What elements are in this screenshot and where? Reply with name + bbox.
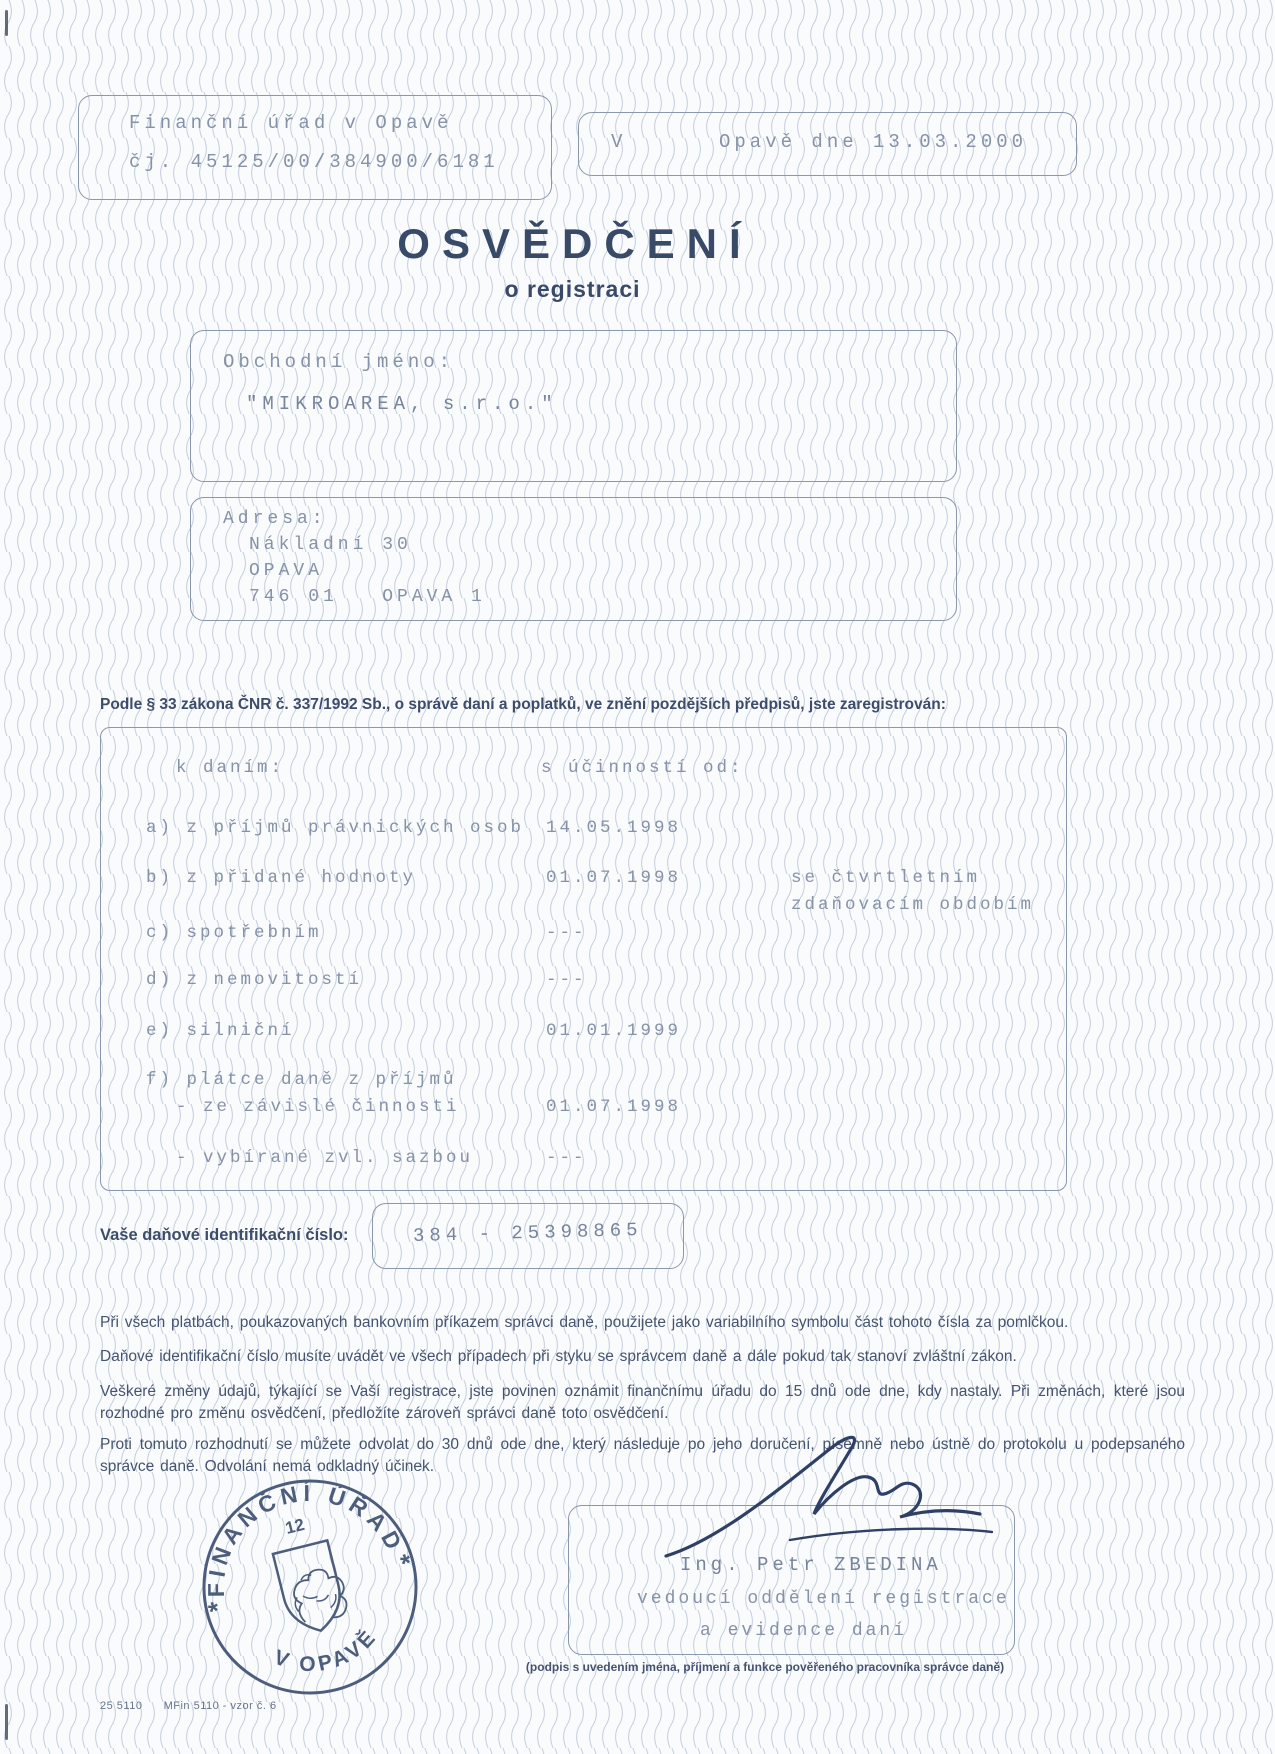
scan-artifact xyxy=(5,1704,8,1740)
tax-row-note: zdaňovacím obdobím xyxy=(791,895,1035,915)
place-date-value: Opavě dne 13.03.2000 xyxy=(719,131,1028,153)
tax-row-date: --- xyxy=(546,970,587,990)
paragraph-payments: Při všech platbách, poukazovaných bankovním příkazem správci daně, použijete jako variabilního symbolu část tohoto čísla za pomlčkou. xyxy=(100,1314,1069,1331)
form-number: 25 5110 xyxy=(100,1700,143,1712)
signatory-role-line2: a evidence daní xyxy=(700,1621,908,1641)
place-date-box xyxy=(578,112,1077,176)
stamp-text-top: FINANČNÍ ÚŘAD xyxy=(202,1479,410,1598)
tax-id-label: Vaše daňové identifikační číslo: xyxy=(100,1226,349,1244)
address-box xyxy=(190,497,957,621)
address-label: Adresa: xyxy=(223,509,327,529)
tax-row-date: 01.07.1998 xyxy=(546,1097,682,1117)
issuing-office-box xyxy=(78,95,552,200)
business-name-box xyxy=(190,330,957,482)
tax-row-label: - vybírané zvl. sazbou xyxy=(176,1148,474,1168)
tax-row-date: --- xyxy=(546,1148,587,1168)
form-footer xyxy=(100,1700,277,1712)
business-name-value: "MIKROAREA, s.r.o." xyxy=(246,393,558,415)
paragraph-usage: Daňové identifikační číslo musíte uvádět ve všech případech při styku se správcem daně a dále pokud tak stanoví zvláštní zákon. xyxy=(100,1348,1017,1365)
stamp-star-right: * xyxy=(397,1547,415,1579)
registration-box xyxy=(100,727,1067,1191)
tax-row-label: a) z příjmů právnických osob xyxy=(146,818,525,838)
signature-caption: (podpis s uvedením jména, příjmení a funkce pověřeného pracovníka správce daně) xyxy=(525,1660,1005,1674)
lion-emblem xyxy=(273,1539,353,1637)
signatory-role-line1: vedoucí oddělení registrace xyxy=(637,1589,1010,1609)
tax-row-label: c) spotřebním xyxy=(146,923,322,943)
paragraph-appeal: Proti tomuto rozhodnutí se můžete odvolat do 30 dnů ode dne, který následuje po jeho doručení, písemně nebo ústně do protokolu u podepsaného správce daně. Odvolání nemá odkladný účinek. xyxy=(100,1436,1185,1475)
tax-row-date: 01.01.1999 xyxy=(546,1021,682,1041)
address-city: OPAVA xyxy=(249,561,324,581)
tax-row-label: e) silniční xyxy=(146,1021,295,1041)
tax-id-box xyxy=(372,1203,684,1269)
stamp-star-left: * xyxy=(205,1595,223,1627)
paragraph-changes: Veškeré změny údajů, týkající se Vaší registrace, jste povinen oznámit finančnímu úřadu do 15 dnů ode dne, kdy nastaly. Při změnách, které jsou rozhodné pro změnu osvědčení, předložíte zároveň správci daně toto osvědčení. xyxy=(100,1383,1185,1422)
document-subtitle: o registraci xyxy=(504,276,641,302)
document-title: OSVĚDČENÍ xyxy=(397,220,753,267)
office-ref-number: čj. 45125/00/384900/6181 xyxy=(129,151,499,173)
tax-id-value: 384 - 25398865 xyxy=(412,1218,643,1248)
tax-row-date: 14.05.1998 xyxy=(546,818,682,838)
stamp-number: 12 xyxy=(283,1514,307,1538)
address-street: Nákladní 30 xyxy=(249,535,412,555)
svg-text:V OPAVĚ xyxy=(266,1620,387,1687)
tax-row-date: 01.07.1998 xyxy=(546,868,682,888)
address-zip-city: 746 01 OPAVA 1 xyxy=(249,587,486,607)
scan-artifact xyxy=(5,10,8,36)
tax-row-label2: - ze závislé činnosti xyxy=(176,1097,460,1117)
column-header-effective: s účinností od: xyxy=(541,758,744,778)
office-name: Finanční úřad v Opavě xyxy=(129,112,453,134)
business-name-label: Obchodní jméno: xyxy=(223,351,455,373)
form-code: MFin 5110 - vzor č. 6 xyxy=(163,1700,277,1712)
tax-row-note: se čtvrtletním xyxy=(791,868,981,888)
tax-row-date: --- xyxy=(546,923,587,943)
column-header-taxes: k daním: xyxy=(176,758,285,778)
tax-row-label: f) plátce daně z příjmů xyxy=(146,1070,457,1090)
tax-row-label: d) z nemovitostí xyxy=(146,970,363,990)
stamp-text-bottom: V OPAVĚ xyxy=(270,1624,383,1677)
tax-row-label: b) z přidané hodnoty xyxy=(146,868,417,888)
place-prefix: V xyxy=(611,131,627,153)
signatory-name: Ing. Petr ZBEDINA xyxy=(680,1554,942,1576)
legal-intro: Podle § 33 zákona ČNR č. 337/1992 Sb., o správě daní a poplatků, ve znění pozdějších předpisů, jste zaregistrován: xyxy=(100,696,946,713)
